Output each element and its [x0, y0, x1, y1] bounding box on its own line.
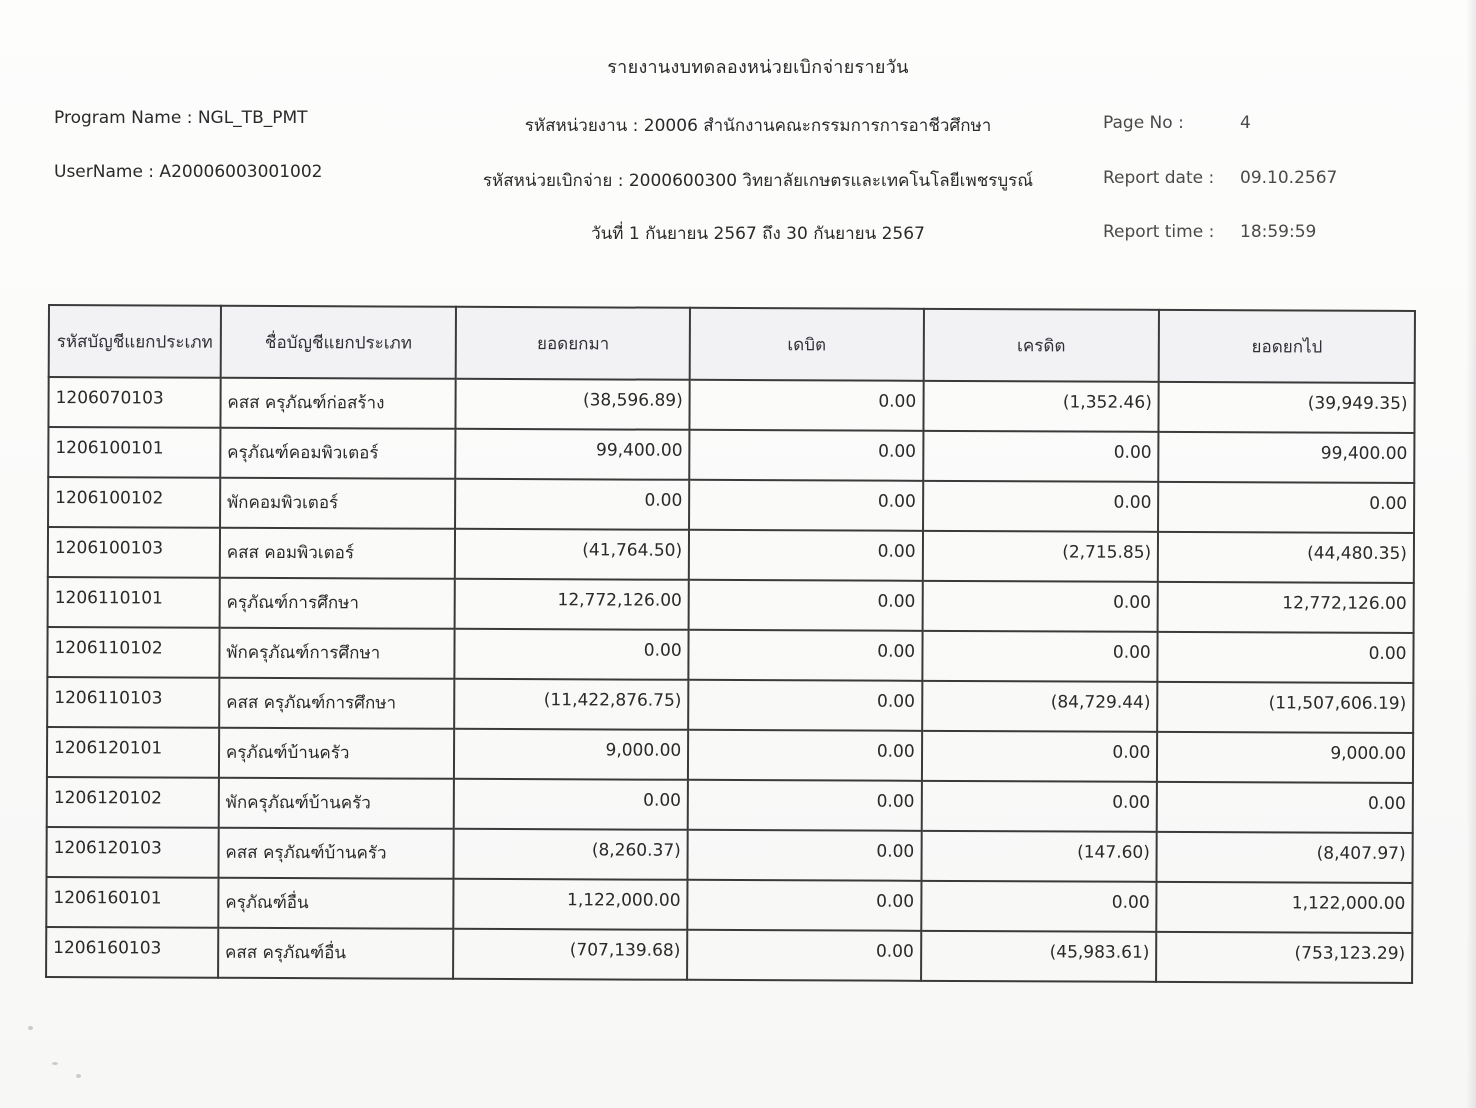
debit-cell: 0.00: [689, 630, 923, 681]
brought-forward-cell: 12,772,126.00: [455, 579, 689, 630]
report-time-value: 18:59:59: [1240, 222, 1317, 242]
table-body: [46, 377, 1415, 983]
brought-forward-cell: (41,764.50): [455, 529, 689, 580]
credit-cell: 0.00: [922, 731, 1158, 782]
account-code-cell: 1206120102: [47, 777, 219, 828]
account-name-cell: พักครุภัณฑ์การศึกษา: [219, 628, 455, 679]
debit-cell: 0.00: [688, 730, 922, 781]
debit-cell: 0.00: [690, 380, 924, 431]
brought-forward-cell: (8,260.37): [454, 829, 688, 880]
carried-forward-cell: 12,772,126.00: [1158, 582, 1414, 633]
credit-cell: (2,715.85): [922, 531, 1158, 582]
table-row: [46, 877, 1412, 933]
credit-cell: (147.60): [921, 831, 1157, 882]
table-row: [46, 827, 1412, 883]
credit-cell: 0.00: [922, 631, 1158, 682]
table-row: [47, 627, 1413, 683]
table-header-row: [49, 305, 1415, 383]
carried-forward-cell: (39,949.35): [1159, 382, 1415, 433]
account-code-cell: 1206110103: [47, 677, 219, 728]
table-row: [48, 477, 1414, 533]
table-row: [48, 527, 1414, 583]
debit-cell: 0.00: [687, 880, 921, 931]
page-no-value: 4: [1240, 113, 1251, 133]
debit-cell: 0.00: [688, 680, 922, 731]
account-code-cell: 1206120101: [47, 727, 219, 778]
scan-smudge: [28, 1026, 33, 1030]
user-name: UserName : A20006003001002: [54, 162, 323, 182]
program-name: Program Name : NGL_TB_PMT: [54, 108, 308, 128]
disbursing-unit: รหัสหน่วยเบิกจ่าย : 2000600300 วิทยาลัยเกษตรและเทคโนโลยีเพชรบูรณ์: [482, 171, 1034, 191]
table-row: [47, 777, 1413, 833]
brought-forward-cell: (707,139.68): [453, 929, 687, 980]
account-code-cell: 1206100102: [48, 477, 220, 528]
account-name-cell: คสส คอมพิวเตอร์: [220, 528, 456, 579]
carried-forward-cell: 0.00: [1158, 482, 1414, 533]
credit-cell: (45,983.61): [921, 931, 1157, 982]
brought-forward-cell: 0.00: [454, 779, 688, 830]
scan-smudge: [52, 1062, 58, 1065]
credit-cell: 0.00: [922, 581, 1158, 632]
account-name-cell: คสส ครุภัณฑ์บ้านครัว: [218, 828, 454, 879]
report-time-label: Report time :: [1103, 222, 1215, 242]
credit-cell: (84,729.44): [922, 681, 1158, 732]
account-code-cell: 1206070103: [48, 377, 220, 428]
debit-cell: 0.00: [689, 530, 923, 581]
account-name-cell: พักคอมพิวเตอร์: [220, 478, 456, 529]
debit-cell: 0.00: [689, 430, 923, 481]
carried-forward-cell: (8,407.97): [1157, 832, 1413, 883]
account-code-cell: 1206100103: [48, 527, 220, 578]
header-account-name: ชื่อบัญชีแยกประเภท: [221, 306, 457, 379]
debit-cell: 0.00: [688, 830, 922, 881]
credit-cell: 0.00: [921, 881, 1157, 932]
page-no-label: Page No :: [1103, 113, 1184, 133]
report-title: รายงานงบทดลองหน่วยเบิกจ่ายรายวัน: [607, 57, 909, 78]
account-name-cell: พักครุภัณฑ์บ้านครัว: [219, 778, 455, 829]
account-code-cell: 1206120103: [46, 827, 218, 878]
header-account-code: รหัสบัญชีแยกประเภท: [49, 305, 221, 378]
account-code-cell: 1206160101: [46, 877, 218, 928]
debit-cell: 0.00: [688, 780, 922, 831]
brought-forward-cell: 99,400.00: [456, 429, 690, 480]
table-row: [46, 927, 1412, 983]
header-brought-forward: ยอดยกมา: [456, 307, 690, 380]
header-debit: เดบิต: [690, 308, 924, 381]
report-period: วันที่ 1 กันยายน 2567 ถึง 30 กันยายน 2567: [591, 224, 925, 244]
carried-forward-cell: 0.00: [1158, 632, 1414, 683]
header-credit: เครดิต: [923, 309, 1159, 382]
credit-cell: 0.00: [923, 481, 1159, 532]
table-row: [48, 427, 1414, 483]
header-carried-forward: ยอดยกไป: [1159, 310, 1415, 383]
account-code-cell: 1206110102: [47, 627, 219, 678]
brought-forward-cell: 1,122,000.00: [454, 879, 688, 930]
report-date-value: 09.10.2567: [1240, 168, 1338, 188]
debit-cell: 0.00: [689, 480, 923, 531]
agency-code: รหัสหน่วยงาน : 20006 สำนักงานคณะกรรมการการอาชีวศึกษา: [524, 116, 992, 136]
debit-cell: 0.00: [687, 930, 921, 981]
carried-forward-cell: 99,400.00: [1159, 432, 1415, 483]
brought-forward-cell: 0.00: [455, 629, 689, 680]
account-code-cell: 1206110101: [48, 577, 220, 628]
account-name-cell: ครุภัณฑ์บ้านครัว: [219, 728, 455, 779]
table-row: [47, 677, 1413, 733]
carried-forward-cell: 9,000.00: [1157, 732, 1413, 783]
brought-forward-cell: (38,596.89): [456, 379, 690, 430]
trial-balance-table: [45, 304, 1416, 984]
table-row: [47, 727, 1413, 783]
carried-forward-cell: 0.00: [1157, 782, 1413, 833]
account-name-cell: ครุภัณฑ์คอมพิวเตอร์: [220, 428, 456, 479]
credit-cell: (1,352.46): [923, 381, 1159, 432]
carried-forward-cell: (11,507,606.19): [1157, 682, 1413, 733]
brought-forward-cell: 9,000.00: [454, 729, 688, 780]
carried-forward-cell: (753,123.29): [1156, 932, 1412, 983]
carried-forward-cell: (44,480.35): [1158, 532, 1414, 583]
table-row: [48, 377, 1414, 433]
account-name-cell: คสส ครุภัณฑ์อื่น: [218, 928, 454, 979]
credit-cell: 0.00: [921, 781, 1157, 832]
account-name-cell: คสส ครุภัณฑ์การศึกษา: [219, 678, 455, 729]
account-code-cell: 1206160103: [46, 927, 218, 978]
account-name-cell: ครุภัณฑ์การศึกษา: [219, 578, 455, 629]
scan-smudge: [76, 1074, 81, 1078]
account-code-cell: 1206100101: [48, 427, 220, 478]
brought-forward-cell: 0.00: [455, 479, 689, 530]
report-date-label: Report date :: [1103, 168, 1215, 188]
credit-cell: 0.00: [923, 431, 1159, 482]
carried-forward-cell: 1,122,000.00: [1157, 882, 1413, 933]
account-name-cell: คสส ครุภัณฑ์ก่อสร้าง: [220, 378, 456, 429]
debit-cell: 0.00: [689, 580, 923, 631]
brought-forward-cell: (11,422,876.75): [455, 679, 689, 730]
table-row: [48, 577, 1414, 633]
account-name-cell: ครุภัณฑ์อื่น: [218, 878, 454, 929]
